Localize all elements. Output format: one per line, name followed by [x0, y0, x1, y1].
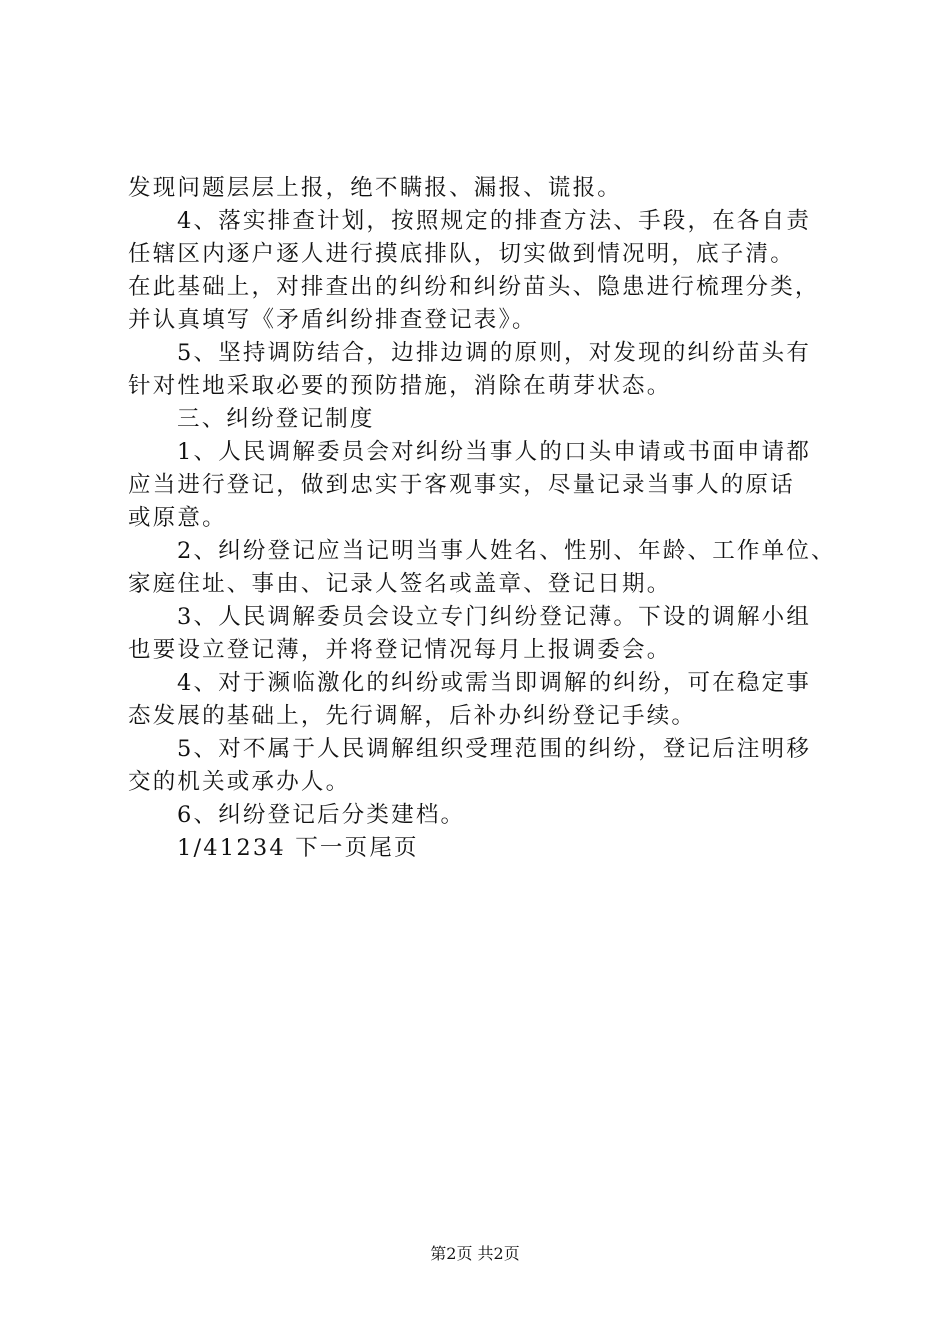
paragraph-line: 态发展的基础上，先行调解，后补办纠纷登记手续。 [128, 703, 697, 729]
pagination-text: 1/41234 下一页尾页 [177, 835, 419, 861]
paragraph-line: 3、人民调解委员会设立专门纠纷登记薄。下设的调解小组 [177, 604, 812, 630]
paragraph-line: 也要设立登记薄，并将登记情况每月上报调委会。 [128, 637, 672, 663]
page-footer: 第2页 共2页 [430, 1244, 520, 1263]
paragraph-line: 针对性地采取必要的预防措施，消除在萌芽状态。 [128, 373, 672, 399]
paragraph-line: 4、落实排查计划，按照规定的排查方法、手段，在各自责 [177, 208, 812, 234]
paragraph-line: 2、纠纷登记应当记明当事人姓名、性别、年龄、工作单位、 [177, 538, 836, 564]
paragraph-line: 任辖区内逐户逐人进行摸底排队，切实做到情况明，底子清。 [128, 241, 795, 267]
paragraph-line: 1、人民调解委员会对纠纷当事人的口头申请或书面申请都 [177, 439, 812, 465]
paragraph-line: 并认真填写《矛盾纠纷排查登记表》。 [128, 307, 537, 333]
paragraph-line: 交的机关或承办人。 [128, 769, 351, 795]
paragraph-line: 发现问题层层上报，绝不瞒报、漏报、谎报。 [128, 175, 623, 201]
paragraph-line: 6、纠纷登记后分类建档。 [177, 802, 466, 828]
section-heading: 三、纠纷登记制度 [177, 406, 375, 432]
paragraph-line: 家庭住址、事由、记录人签名或盖章、登记日期。 [128, 571, 672, 597]
paragraph-line: 或原意。 [128, 505, 227, 531]
paragraph-line: 5、对不属于人民调解组织受理范围的纠纷，登记后注明移 [177, 736, 812, 762]
paragraph-line: 4、对于濒临激化的纠纷或需当即调解的纠纷，可在稳定事 [177, 670, 812, 696]
paragraph-line: 在此基础上，对排查出的纠纷和纠纷苗头、隐患进行梳理分类， [128, 274, 820, 300]
paragraph-line: 应当进行登记，做到忠实于客观事实，尽量记录当事人的原话 [128, 472, 795, 498]
paragraph-line: 5、坚持调防结合，边排边调的原则，对发现的纠纷苗头有 [177, 340, 812, 366]
